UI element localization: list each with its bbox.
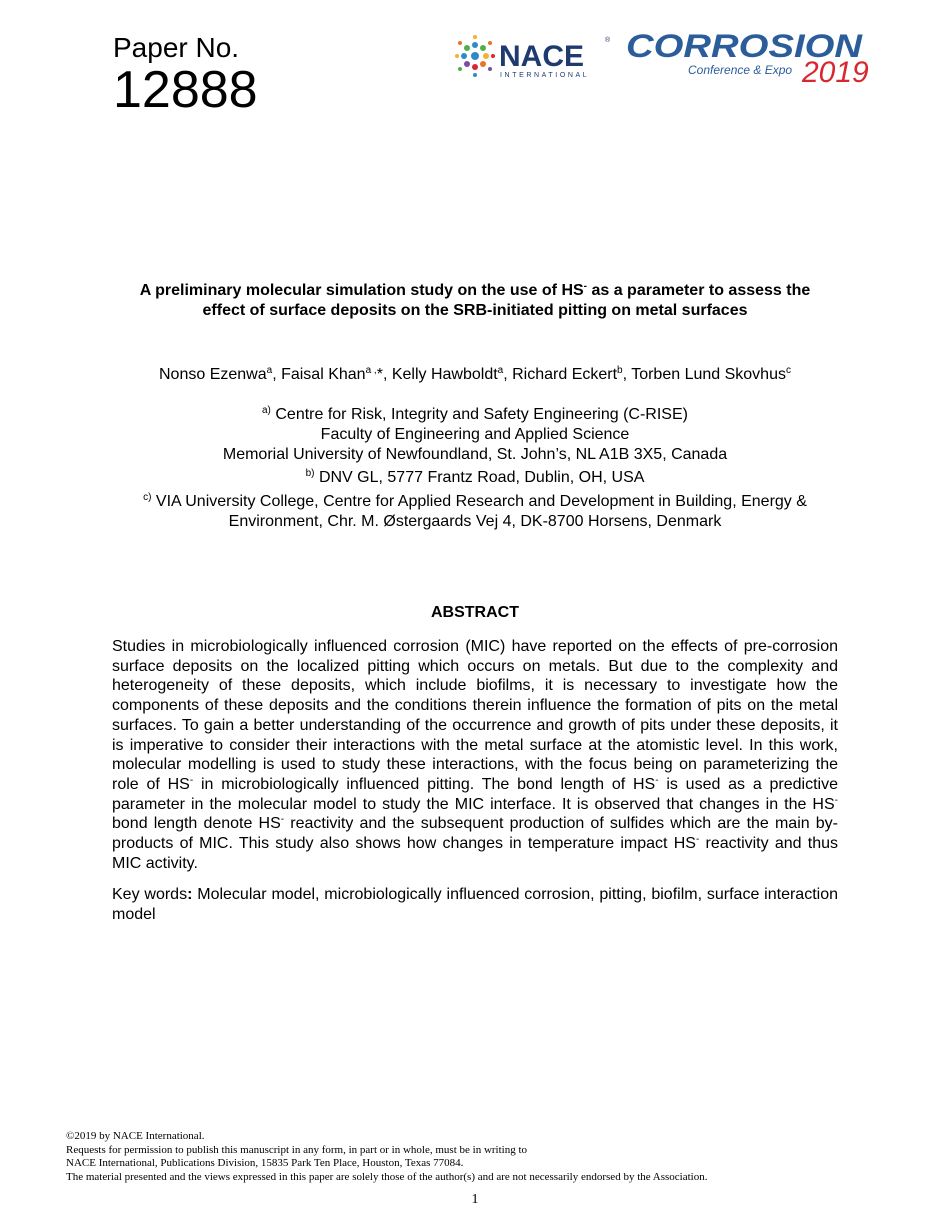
corrosion-year: 2019 (802, 56, 869, 86)
abstract-body (112, 637, 838, 873)
affiliation-line: Memorial University of Newfoundland, St. John’s, NL A1B 3X5, Canada (222, 446, 728, 463)
paper-number-label: Paper No. (113, 32, 240, 63)
nace-wordmark: NACE (499, 40, 585, 73)
affiliation-b (100, 468, 850, 488)
author-list (100, 365, 850, 385)
corrosion-subtitle: Conference & Expo (688, 63, 793, 77)
title-line-1-prefix: A preliminary molecular simulation study on the use of HS (139, 282, 584, 299)
corrosion-2019-logo (626, 30, 886, 86)
author-separator: , (382, 366, 392, 383)
abstract-superscript: - (834, 794, 838, 806)
page-number: 1 (471, 1192, 479, 1207)
abstract-text: bond length denote HS (112, 815, 281, 833)
paper-number-value: 12888 (113, 61, 258, 119)
corresponding-author-marker: * (376, 366, 383, 383)
affiliation-marker: c) (143, 492, 152, 503)
affiliation-line (100, 468, 850, 488)
affiliation-marker: a) (262, 405, 271, 416)
abstract-text: is used as a predictive parameter in the molecular model to study the MIC interface. It is observed that changes in the HS (112, 775, 839, 813)
copyright-footer (66, 1130, 926, 1184)
author-name: Nonso Ezenwa (159, 366, 267, 383)
author-affiliation-marker: b (617, 365, 623, 376)
affiliation-c (100, 492, 850, 532)
keywords-label: Key words (112, 886, 188, 903)
abstract-text: in microbiologically influenced pitting. The bond length of HS (193, 775, 656, 793)
author-separator: , (272, 366, 282, 383)
keywords-colon: : (187, 886, 193, 903)
footer-line: The material presented and the views expressed in this paper are solely those of the author(s) and are not necessarily endorsed by the Association. (66, 1170, 708, 1183)
author-name: Torben Lund Skovhus (631, 366, 786, 383)
nace-burst-icon (455, 35, 495, 77)
footer-line: Requests for permission to publish this manuscript in any form, in part or in whole, must be in writing to (66, 1143, 528, 1156)
title-line-1-suffix: as a parameter to assess the (587, 282, 811, 299)
nace-registered-mark: ® (605, 37, 611, 44)
footer-line: NACE International, Publications Division, 15835 Park Ten Place, Houston, Texas 77084. (66, 1157, 464, 1169)
affiliation-line: Environment, Chr. M. Østergaards Vej 4, DK-8700 Horsens, Denmark (228, 513, 722, 530)
author-name: Kelly Hawboldt (391, 366, 498, 383)
affiliation-marker: b) (305, 468, 315, 479)
affiliation-text: VIA University College, Centre for Applied Research and Development in Building, Energy & (155, 493, 807, 510)
nace-international-logo (455, 34, 615, 80)
author-affiliation-marker: c (785, 365, 791, 376)
author-separator: , (503, 366, 513, 383)
affiliation-line (100, 492, 850, 512)
keywords (112, 885, 838, 924)
author-name: Richard Eckert (512, 366, 618, 383)
affiliation-text: Centre for Risk, Integrity and Safety Engineering (C-RISE) (275, 406, 688, 423)
title-superscript: - (583, 281, 588, 292)
paper-title (100, 281, 850, 321)
abstract-text: Studies in microbiologically influenced corrosion (MIC) have reported on the effects of pre-corrosion surface deposits on the localized pitting which occurs on metals. But due to the complexity and heterogeneity of these deposits, which include biofilms, it is necessary to investigate how the components of these deposits and the conditions therein influence the formation of pits on the metal surfaces. To gain a better understanding of the occurrence and growth of pits under these deposits, it is imperative to consider their interactions with the metal surface at the atomistic level. In this work, molecular modelling is used to study these interactions, with the focus being on parameterizing the role of HS (112, 638, 838, 793)
author-affiliation-marker: a (266, 365, 273, 376)
footer-line: ©2019 by NACE International. (66, 1130, 205, 1142)
abstract-superscript: - (695, 834, 700, 846)
keywords-text: Molecular model, microbiologically influenced corrosion, pitting, biofilm, surface interaction model (112, 886, 838, 923)
author-affiliation-marker: a (497, 365, 504, 376)
abstract-superscript: - (280, 814, 285, 826)
affiliation-text: DNV GL, 5777 Frantz Road, Dublin, OH, USA (318, 469, 645, 486)
title-line-2: effect of surface deposits on the SRB-initiated pitting on metal surfaces (202, 302, 748, 319)
abstract-superscript: - (189, 774, 194, 786)
affiliation-line (100, 405, 850, 425)
affiliation-line: Faculty of Engineering and Applied Science (320, 426, 630, 443)
abstract-superscript: - (655, 774, 659, 786)
abstract-text: reactivity and thus MIC activity. (112, 835, 839, 872)
author-separator: , (622, 366, 632, 383)
author-name: Faisal Khan (281, 366, 366, 383)
abstract-text: reactivity and the subsequent production of sulfides which are the main by-products of MIC. This study also shows how changes in temperature impact HS (112, 815, 839, 853)
abstract-heading: ABSTRACT (431, 604, 519, 621)
nace-subtitle: INTERNATIONAL (500, 72, 590, 79)
title-line-1 (100, 281, 850, 301)
author-affiliation-marker: a , (365, 365, 377, 376)
affiliation-a (100, 405, 850, 465)
corrosion-wordmark: CORROSION (626, 30, 864, 64)
